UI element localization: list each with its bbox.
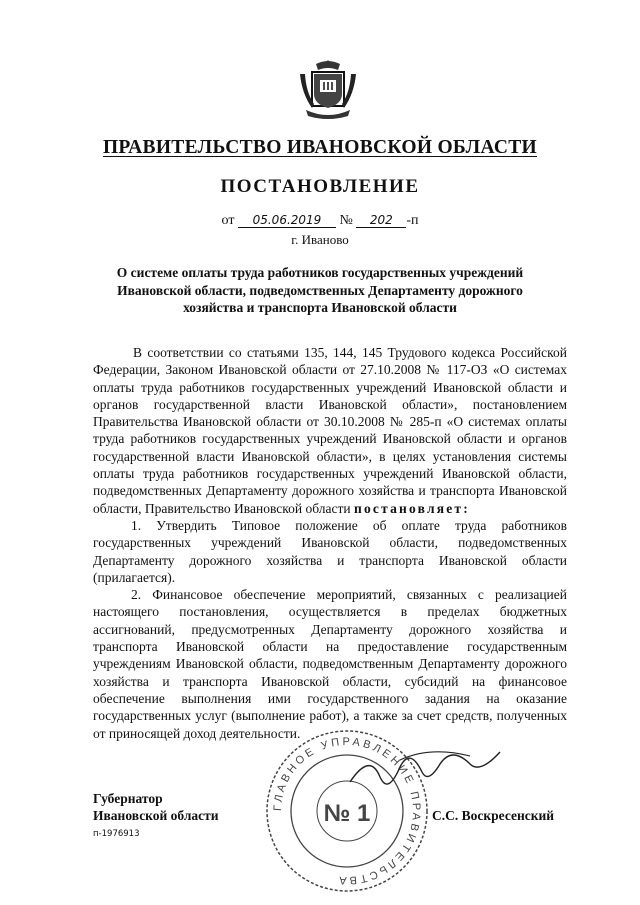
number-suffix: -п [406, 213, 419, 228]
coat-of-arms-icon [296, 58, 360, 120]
document-date: 05.06.2019 [238, 213, 336, 228]
stamp-number: № 1 [323, 800, 371, 827]
number-sign: № [339, 213, 353, 228]
document-body [93, 344, 567, 742]
item-1-paragraph: 1. Утвердить Типовое положение об оплате труда работников государственных учреждений Ивановской области, подведомственных Департаменту дорожного хозяйства и транспорта Ивановской области (прилагается). [93, 517, 567, 585]
date-number-line [0, 213, 640, 229]
document-subject: О системе оплаты труда работников государственных учреждений Ивановской области, подведомственных Департаменту дорожного хозяйства и транспорта Ивановской области [116, 265, 524, 315]
registration-number: п-1976913 [93, 829, 140, 839]
stamp-ring-text: ГЛАВНОЕ УПРАВЛЕНИЕ ПРАВИТЕЛЬСТВА [271, 735, 423, 887]
government-title: ПРАВИТЕЛЬСТВО ИВАНОВСКОЙ ОБЛАСТИ [102, 137, 538, 158]
signatory-name: С.С. Воскресенский [432, 808, 555, 823]
date-prefix: от [221, 213, 235, 228]
handwritten-signature [340, 742, 530, 802]
seal-stamp [262, 726, 432, 896]
preamble-text: В соответствии со статьями 135, 144, 145 Трудового кодекса Российской Федерации, Законом Ивановской области от 27.10.2008 № 117-ОЗ «О системах оплаты труда работников государственных учреждений Ивановской области и органов государственной власти Ивановской области», постановлением Правительства Ивановской области от 30.10.2008 № 285-п «О системах оплаты труда работников государственных учреждений Ивановской области и органов государственной власти Ивановской области», в целях установления системы оплаты труда работников государственных учреждений Ивановской области, подведомственных Департаменту дорожного хозяйства и транспорта Ивановской области, Правительство Ивановской области [93, 345, 567, 516]
position-line-1: Губернатор [93, 791, 163, 806]
document-number: 202 [356, 213, 406, 228]
preamble-paragraph [93, 344, 567, 517]
document-type: ПОСТАНОВЛЕНИЕ [220, 176, 420, 197]
position-line-2: Ивановской области [93, 808, 219, 823]
signatory-position [93, 790, 219, 824]
decree-word: постановляет: [353, 500, 470, 516]
svg-text:ГЛАВНОЕ УПРАВЛЕНИЕ ПРАВИТЕЛЬСТ [272, 736, 422, 886]
item-2-paragraph: 2. Финансовое обеспечение мероприятий, связанных с реализацией настоящего постановления, осуществляется в пределах бюджетных ассигнований, предусмотренных Департаменту дорожного хозяйства и транспорта Ивановской области на предоставление государственным учреждениям Ивановской области, подведомственным Департаменту дорожного хозяйства и транспорта Ивановской области, субсидий на финансовое обеспечение выполнения ими государственного задания на оказание государственных услуг (выполнение работ), а также за счет средств, полученных от приносящей доход деятельности. [93, 587, 567, 741]
city: г. Иваново [291, 232, 349, 247]
